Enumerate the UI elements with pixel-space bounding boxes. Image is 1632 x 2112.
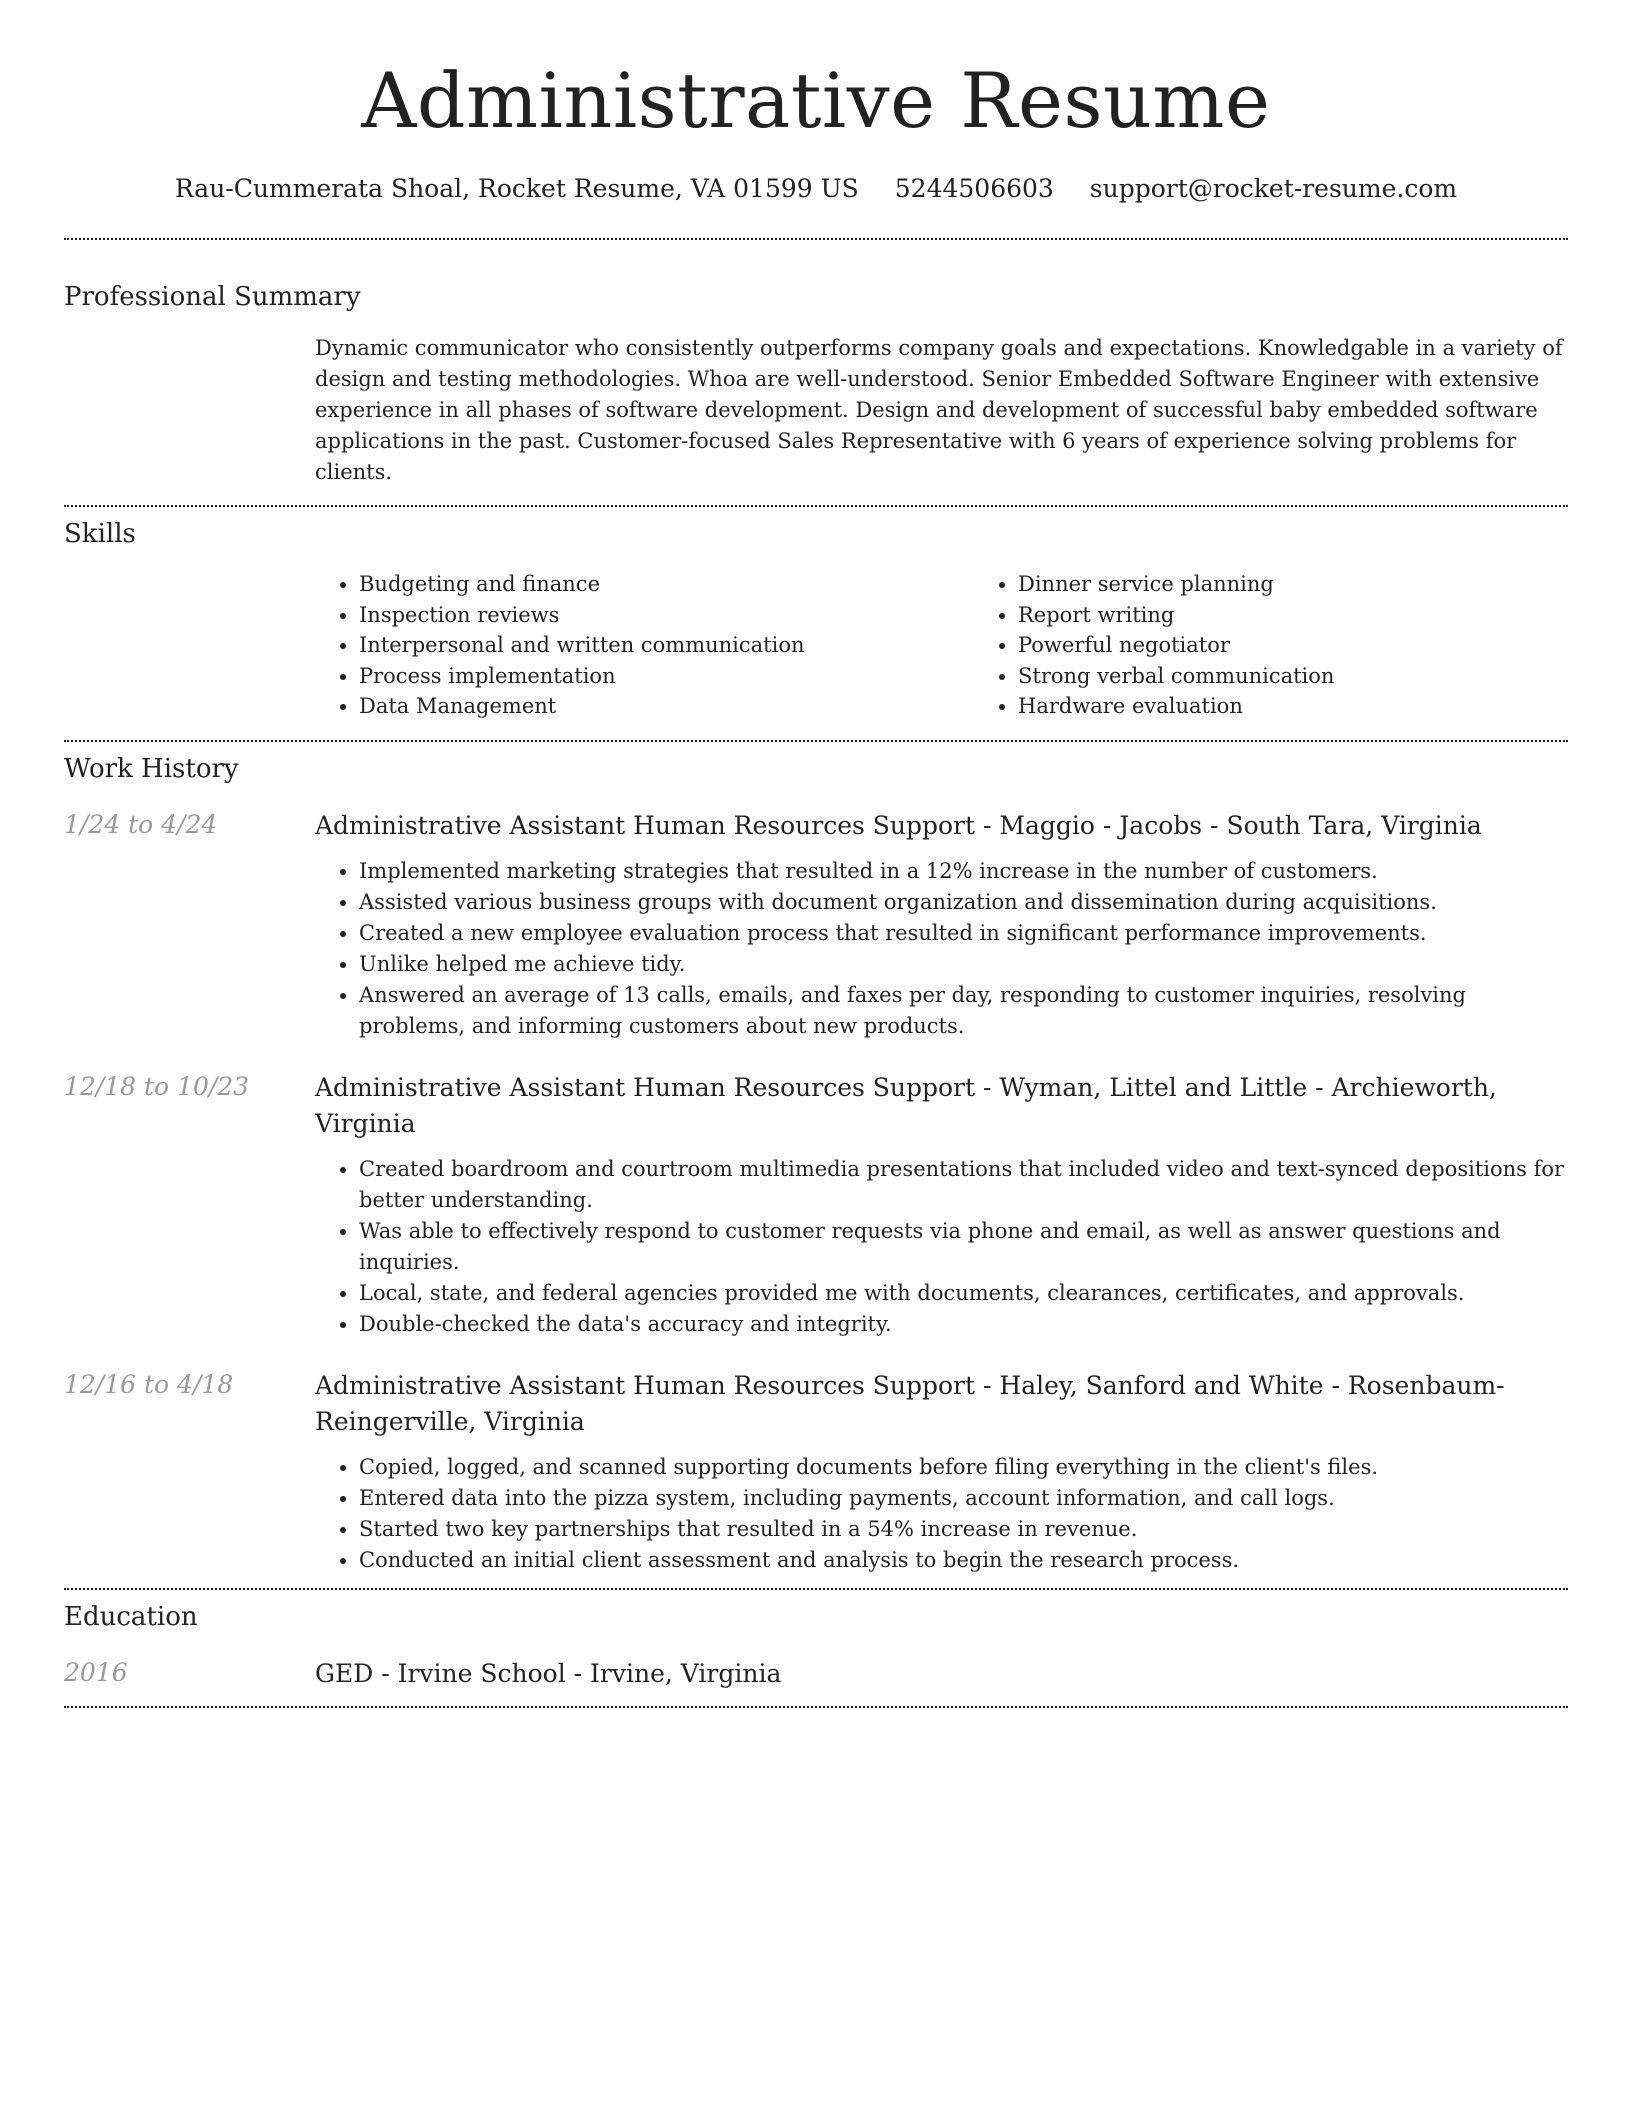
skill-item: • Strong verbal communication [1018,661,1632,692]
job-dates: 1/24 to 4/24 [64,809,218,839]
summary-text: Dynamic communicator who consistently outperforms company goals and expectations. Knowledgable in a variety of design and testing methodologies. Whoa are well-understood. Senior Embedded Software Engineer with extensive experience in all phases of software development. Design and development of successful baby embedded software applications in the past. Customer-focused Sales Representative with 6 years of experience solving problems for clients. [315,336,1563,484]
job-bullet: • Unlike helped me achieve tidy. [359,949,1568,980]
skills-row [64,569,1568,722]
education-date: 2016 [64,1657,128,1687]
skills-column-right [974,569,1632,722]
job-bullet: • Started two key partnerships that resulted in a 54% increase in revenue. [359,1514,1568,1545]
skill-item: • Dinner service planning [1018,569,1632,600]
divider [64,1588,1568,1590]
education-title: GED - Irvine School - Irvine, Virginia [315,1658,782,1688]
skill-item: • Process implementation [359,661,974,692]
job-bullet: • Created a new employee evaluation process that resulted in significant performance improvements. [359,918,1568,949]
section-title-education: Education [64,1601,198,1632]
skill-item: • Hardware evaluation [1018,691,1632,722]
job-bullet: • Was able to effectively respond to customer requests via phone and email, as well as answer questions and inquiries. [359,1216,1568,1278]
job-title: Administrative Assistant Human Resources Support - Haley, Sanford and White - Rosenbaum-Reingerville, Virginia [315,1370,1505,1436]
job-dates: 12/18 to 10/23 [64,1071,250,1101]
job-bullet: • Assisted various business groups with document organization and dissemination during acquisitions. [359,887,1568,918]
contact-address: Rau-Cummerata Shoal, Rocket Resume, VA 01599 US [174,174,859,203]
section-title-summary: Professional Summary [64,282,361,312]
skill-item: • Budgeting and finance [359,569,974,600]
job-entry [64,808,1568,1042]
job-entry [64,1368,1568,1576]
skill-item: • Interpersonal and written communication [359,630,974,661]
skill-item: • Report writing [1018,600,1632,631]
skill-item: • Data Management [359,691,974,722]
job-bullet: • Entered data into the pizza system, including payments, account information, and call logs. [359,1483,1568,1514]
job-bullets [315,1452,1568,1576]
divider [64,1706,1568,1708]
divider [64,238,1568,240]
skills-column-left [315,569,974,722]
job-bullet: • Implemented marketing strategies that resulted in a 12% increase in the number of customers. [359,856,1568,887]
job-entry [64,1070,1568,1340]
job-bullet: • Copied, logged, and scanned supporting documents before filing everything in the client's files. [359,1452,1568,1483]
education-entry [64,1656,1568,1692]
contact-info [64,172,1568,206]
skill-item: • Inspection reviews [359,600,974,631]
job-title: Administrative Assistant Human Resources Support - Maggio - Jacobs - South Tara, Virginia [315,810,1482,840]
divider [64,740,1568,742]
contact-phone: 5244506603 [894,174,1054,203]
job-bullet: • Conducted an initial client assessment and analysis to begin the research process. [359,1545,1568,1576]
job-bullet: • Created boardroom and courtroom multimedia presentations that included video and text-synced depositions for better understanding. [359,1154,1568,1216]
skills-list [315,569,1632,722]
job-bullet: • Answered an average of 13 calls, emails, and faxes per day, responding to customer inquiries, resolving problems, and informing customers about new products. [359,980,1568,1042]
job-bullets [315,856,1568,1042]
page-title: Administrative Resume [361,56,1271,145]
skill-item: • Powerful negotiator [1018,630,1632,661]
section-title-work: Work History [64,753,239,784]
contact-email: support@rocket-resume.com [1089,174,1458,203]
section-title-skills: Skills [64,519,136,549]
summary-row [64,333,1568,488]
job-bullet: • Local, state, and federal agencies provided me with documents, clearances, certificates, and approvals. [359,1278,1568,1309]
divider [64,505,1568,507]
job-dates: 12/16 to 4/18 [64,1369,234,1399]
job-bullets [315,1154,1568,1340]
job-title: Administrative Assistant Human Resources Support - Wyman, Littel and Little - Archieworth, Virginia [315,1072,1497,1138]
job-bullet: • Double-checked the data's accuracy and integrity. [359,1309,1568,1340]
resume-page [64,0,1568,1708]
